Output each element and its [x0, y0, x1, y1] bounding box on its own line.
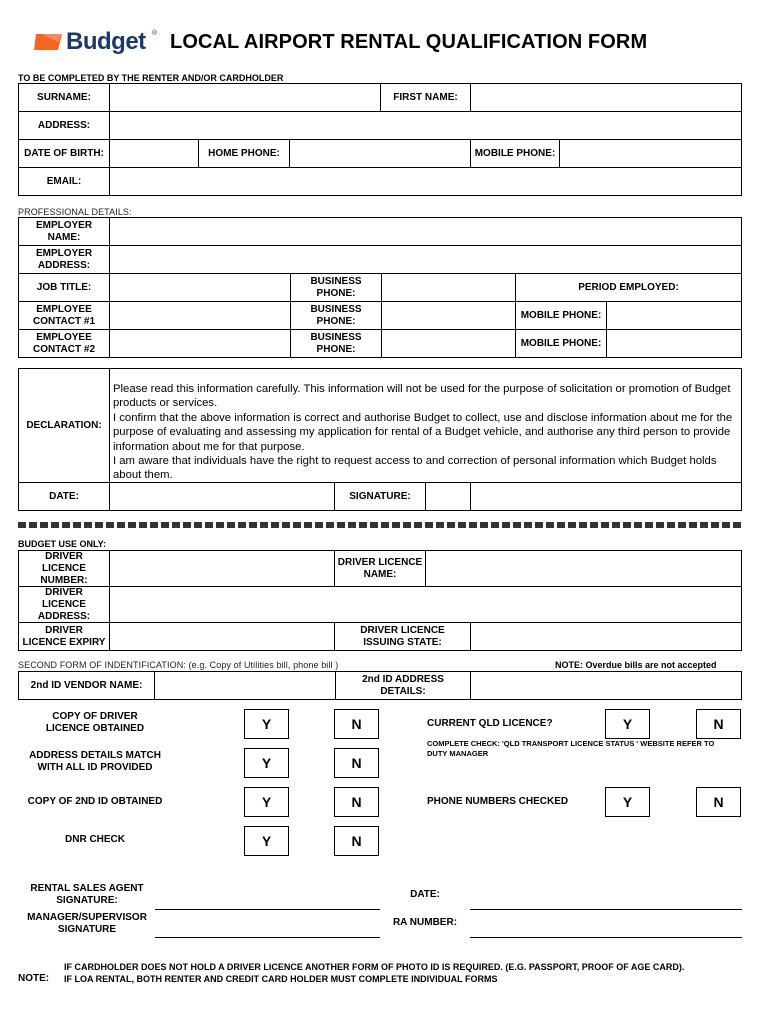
business-phone-label-3 — [290, 329, 382, 358]
dl-state-label — [334, 622, 471, 651]
declaration-text-box — [109, 368, 742, 483]
home-phone-field[interactable] — [289, 139, 471, 168]
dl-address-label — [18, 586, 110, 623]
contact2-field[interactable] — [109, 329, 291, 358]
job-title-field[interactable] — [109, 273, 291, 302]
ra-number-line[interactable] — [470, 937, 742, 938]
id-address-label-text: 2nd ID ADDRESS DETAILS: — [362, 673, 444, 697]
employer-name-label-text: EMPLOYER NAME: — [35, 219, 93, 243]
professional-heading: PROFESSIONAL DETAILS: — [18, 207, 132, 217]
dl-number-label — [18, 550, 110, 587]
form-title: LOCAL AIRPORT RENTAL QUALIFICATION FORM — [170, 31, 648, 53]
first-name-field[interactable] — [470, 83, 742, 112]
qld-licence-no[interactable]: N — [696, 709, 741, 739]
budget-logo — [34, 28, 158, 56]
declaration-text-3: I am aware that individuals have the right to request access to and correction of personal information which Budget holds about them. — [113, 455, 717, 482]
budget-wordmark: Budget — [66, 28, 146, 55]
decl-date-label — [18, 482, 110, 511]
surname-field[interactable] — [109, 83, 381, 112]
overdue-bills-note: NOTE: Overdue bills are not accepted — [555, 660, 717, 670]
id-address-field[interactable] — [470, 671, 742, 700]
email-label — [18, 167, 110, 196]
signoff-date-line[interactable] — [470, 909, 742, 910]
business-phone-label-2 — [290, 301, 382, 330]
address-label-text: ADDRESS: — [37, 119, 91, 131]
vendor-name-label — [18, 671, 155, 700]
footer-note-label: NOTE: — [18, 973, 50, 984]
footer-note-line-2: IF LOA RENTAL, BOTH RENTER AND CREDIT CARD HOLDER MUST COMPLETE INDIVIDUAL FORMS — [64, 974, 498, 984]
copy-2nd-id-no[interactable]: N — [334, 787, 379, 817]
copy-2nd-id-yes[interactable]: Y — [244, 787, 289, 817]
business-phone-label-3-text: BUSINESS PHONE: — [310, 331, 362, 355]
phone-checked-label: PHONE NUMBERS CHECKED — [427, 796, 569, 807]
manager-signature-label: MANAGER/SUPERVISOR SIGNATURE — [27, 912, 147, 935]
phone-checked-yes[interactable]: Y — [605, 787, 650, 817]
employer-name-label — [18, 217, 110, 246]
dnr-check-label: DNR CHECK — [65, 834, 125, 845]
phone-checked-no[interactable]: N — [696, 787, 741, 817]
id-address-label — [335, 671, 471, 700]
copy-2nd-id-label: COPY OF 2ND ID OBTAINED — [27, 796, 163, 807]
business-phone-label-1-text: BUSINESS PHONE: — [310, 275, 362, 299]
dl-number-field[interactable] — [109, 550, 335, 587]
contact1-mobile-label — [515, 301, 607, 330]
dl-name-label-text: DRIVER LICENCE NAME: — [337, 556, 423, 580]
declaration-label — [18, 368, 110, 483]
manager-signature-line[interactable] — [155, 937, 380, 938]
address-match-no[interactable]: N — [334, 748, 379, 778]
dl-state-label-text: DRIVER LICENCE ISSUING STATE: — [360, 624, 445, 648]
dl-address-label-text: DRIVER LICENCE ADDRESS: — [37, 586, 91, 622]
business-phone-field-3[interactable] — [381, 329, 516, 358]
contact1-label-text: EMPLOYEE CONTACT #1 — [32, 303, 96, 327]
home-phone-label — [198, 139, 290, 168]
job-title-label-text: JOB TITLE: — [36, 281, 92, 293]
dl-name-field[interactable] — [425, 550, 742, 587]
ra-number-label: RA NUMBER: — [392, 917, 458, 928]
decl-date-label-text: DATE: — [49, 490, 79, 502]
vendor-name-field[interactable] — [154, 671, 336, 700]
job-title-label — [18, 273, 110, 302]
dnr-check-yes[interactable]: Y — [244, 826, 289, 856]
business-phone-field-1[interactable] — [381, 273, 516, 302]
address-match-yes[interactable]: Y — [244, 748, 289, 778]
footer-note-line-1: IF CARDHOLDER DOES NOT HOLD A DRIVER LICENCE ANOTHER FORM OF PHOTO ID IS REQUIRED. (E.G. PASSPORT, PROOF OF AGE CARD). — [64, 962, 685, 972]
contact1-field[interactable] — [109, 301, 291, 330]
dob-label — [18, 139, 110, 168]
contact2-mobile-label-text: MOBILE PHONE: — [520, 337, 602, 349]
signature-label-text: SIGNATURE: — [349, 490, 411, 502]
contact1-label — [18, 301, 110, 330]
agent-signature-label: RENTAL SALES AGENT SIGNATURE: — [30, 883, 144, 906]
budget-use-heading: BUDGET USE ONLY: — [18, 539, 107, 549]
business-phone-field-2[interactable] — [381, 301, 516, 330]
contact2-mobile-field[interactable] — [606, 329, 742, 358]
employer-address-field[interactable] — [109, 245, 742, 274]
dob-label-text: DATE OF BIRTH: — [24, 147, 104, 159]
contact2-label-text: EMPLOYEE CONTACT #2 — [32, 331, 96, 355]
signature-field[interactable] — [470, 482, 742, 511]
dl-name-label — [334, 550, 426, 587]
signature-box-small[interactable] — [425, 482, 471, 511]
address-label — [18, 111, 110, 140]
surname-label-text: SURNAME: — [37, 91, 91, 103]
dl-expiry-label-text: DRIVER LICENCE EXPIRY — [22, 624, 106, 648]
mobile-phone-label — [470, 139, 560, 168]
email-field[interactable] — [109, 167, 742, 196]
cut-line-divider — [18, 522, 742, 528]
dnr-check-no[interactable]: N — [334, 826, 379, 856]
business-phone-label-2-text: BUSINESS PHONE: — [310, 303, 362, 327]
declaration-text-1: Please read this information carefully. This information will not be used for the purpose of solicitation or promotion of Budget products or services. — [113, 383, 731, 410]
dob-field[interactable] — [109, 139, 199, 168]
dl-expiry-field[interactable] — [109, 622, 335, 651]
contact1-mobile-label-text: MOBILE PHONE: — [520, 309, 602, 321]
dl-state-field[interactable] — [470, 622, 742, 651]
employer-address-label-text: EMPLOYER ADDRESS: — [35, 247, 93, 271]
copy-dl-no[interactable]: N — [334, 709, 379, 739]
surname-label — [18, 83, 110, 112]
second-id-heading: SECOND FORM OF INDENTIFICATION: (e.g. Copy of Utilities bill, phone bill ) — [18, 660, 339, 670]
copy-dl-yes[interactable]: Y — [244, 709, 289, 739]
business-phone-label-1 — [290, 273, 382, 302]
footer-note-text — [64, 961, 724, 985]
registered-mark: ® — [152, 30, 158, 37]
address-field[interactable] — [109, 111, 742, 140]
complete-check-note: COMPLETE CHECK: 'QLD TRANSPORT LICENCE STATUS ' WEBSITE REFER TO DUTY MANAGER — [427, 739, 715, 758]
employer-name-field[interactable] — [109, 217, 742, 246]
renter-section-heading: TO BE COMPLETED BY THE RENTER AND/OR CARDHOLDER — [18, 73, 284, 83]
address-match-label: ADDRESS DETAILS MATCH WITH ALL ID PROVIDED — [29, 750, 161, 773]
qld-licence-yes[interactable]: Y — [605, 709, 650, 739]
home-phone-label-text: HOME PHONE: — [208, 147, 280, 159]
decl-date-field[interactable] — [109, 482, 335, 511]
first-name-label-text: FIRST NAME: — [393, 91, 458, 103]
period-employed-label — [515, 273, 742, 302]
declaration-text-2: I confirm that the above information is correct and authorise Budget to collect, use and disclose information about me for the purpose of evaluating and assessing my application for rental of a Budget vehicle, and authorise any third person to provide information about me for that purpose. — [113, 411, 733, 453]
period-employed-label-text: PERIOD EMPLOYED: — [578, 281, 679, 293]
declaration-label-text: DECLARATION: — [26, 419, 102, 431]
email-label-text: EMAIL: — [46, 175, 82, 187]
dl-number-label-text: DRIVER LICENCE NUMBER: — [40, 550, 88, 586]
contact2-mobile-label — [515, 329, 607, 358]
signoff-date-label: DATE: — [410, 889, 440, 900]
employer-address-label — [18, 245, 110, 274]
mobile-phone-label-text: MOBILE PHONE: — [474, 147, 556, 159]
dl-expiry-label — [18, 622, 110, 651]
dl-address-field[interactable] — [109, 586, 742, 623]
vendor-name-label-text: 2nd ID VENDOR NAME: — [30, 679, 143, 691]
mobile-phone-field[interactable] — [559, 139, 742, 168]
agent-signature-line[interactable] — [155, 909, 380, 910]
first-name-label — [380, 83, 471, 112]
copy-dl-label: COPY OF DRIVER LICENCE OBTAINED — [45, 711, 145, 734]
contact1-mobile-field[interactable] — [606, 301, 742, 330]
signature-label — [334, 482, 426, 511]
qld-licence-label: CURRENT QLD LICENCE? — [427, 718, 553, 729]
contact2-label — [18, 329, 110, 358]
